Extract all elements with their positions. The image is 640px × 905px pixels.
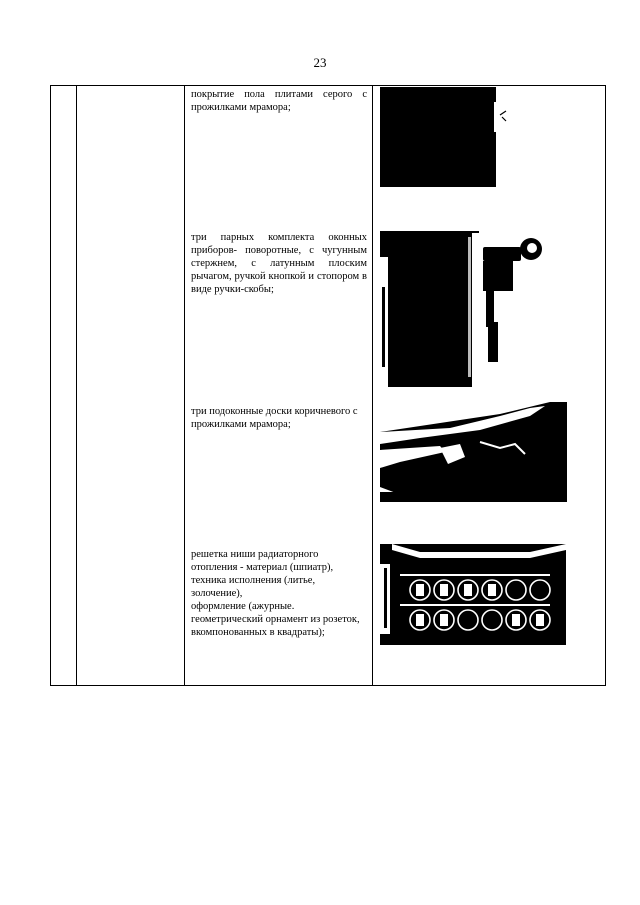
object-table: [50, 85, 606, 686]
row-1-description: покрытие пола плитами серого с прожилками мрамора;: [191, 89, 367, 113]
row-4-description-part-2: оформление (ажурные. геометрический орнамент из розеток, вкомпонованных в квадраты);: [191, 601, 360, 638]
row-4-description: [191, 548, 367, 639]
row-3-description: три подоконные доски коричневого с прожилками мрамора;: [191, 406, 358, 430]
radiator-grille-photo: [380, 544, 566, 645]
column-divider-3: [372, 86, 373, 685]
column-divider-1: [76, 86, 77, 685]
column-divider-2: [184, 86, 185, 685]
row-2-description: три парных комплекта оконных приборов- поворотные, с чугунным стержнем, с латунным плоским рычагом, ручкой кнопкой и стопором в виде ручки-скобы;: [191, 232, 367, 295]
marble-floor-photo: [380, 87, 519, 189]
row-4-description-part-1: решетка ниши радиаторного отопления - материал (шпиатр), техника исполнения (литье, золочение),: [191, 549, 334, 599]
window-hardware-photo: [380, 227, 546, 387]
windowsill-photo: [380, 402, 567, 502]
page-number: 23: [313, 55, 327, 70]
